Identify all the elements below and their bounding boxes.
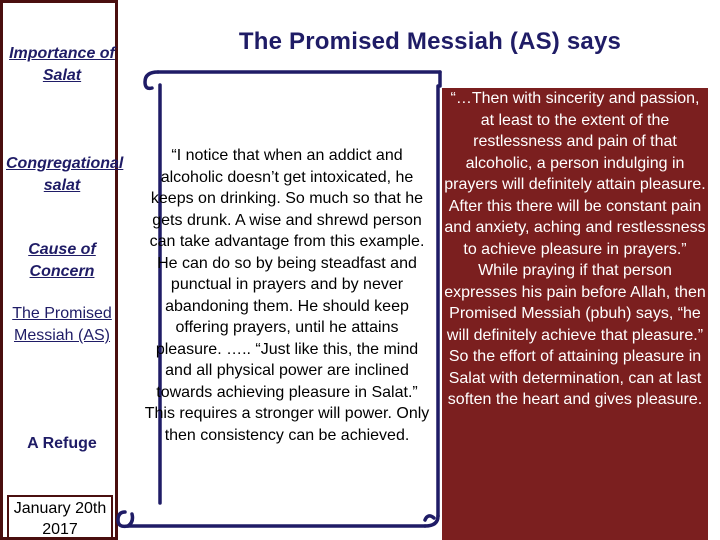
page-title: The Promised Messiah (AS) says [238, 28, 622, 55]
sidebar-item-importance-of-salat[interactable]: Importance of Salat [9, 45, 115, 84]
sidebar-item-a-refuge[interactable]: A Refuge [27, 435, 97, 452]
sidebar-item-promised-messiah[interactable]: The Promised Messiah (AS) [12, 305, 112, 344]
sidebar-item-congregational-salat[interactable]: Congregational salat [6, 155, 124, 194]
date-box: January 20th 2017 [7, 495, 113, 539]
sidebar-item-cause-of-concern[interactable]: Cause of Concern [28, 241, 96, 280]
commentary-text: “…Then with sincerity and passion, at least to the extent of the restlessness and pain of that alcoholic, a person indulging in prayers will definitely attain pleasure. After this there will be constant pain and anxiety, aching and restlessness to achieve pleasure in prayers.” While praying if that person expresses his pain before Allah, then Promised Messiah (pbuh) says, “he will definitely achieve that pleasure.” So the effort of attaining pleasure in Salat with determination, can at last soften the heart and gives pleasure. [444, 90, 706, 408]
quote-text: “I notice that when an addict and alcoholic doesn’t get intoxicated, he keeps on drinking. So much so that he gets drunk. A wise and shrewd person can take advantage from this example. He can do so by being steadfast and punctual in prayers and by never abandoning them. He should keep offering prayers, until he attains pleasure. ….. “Just like this, the mind and all physical power are inclined towards achieving pleasure in Salat.” This requires a stronger will power. Only then consistency can be achieved. [144, 147, 430, 444]
commentary-panel [442, 88, 708, 540]
